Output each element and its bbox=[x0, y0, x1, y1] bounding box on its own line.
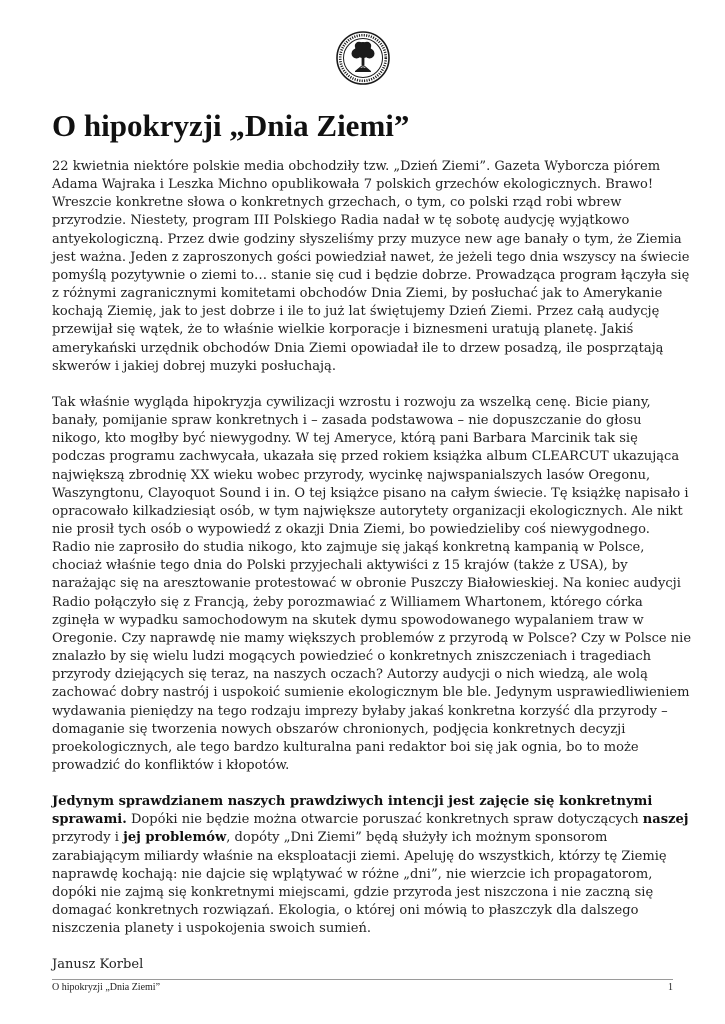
footer-page-number: 1 bbox=[668, 982, 673, 993]
bold-jej-problemow: jej problemów bbox=[123, 830, 227, 846]
tree-seal-icon bbox=[336, 31, 390, 85]
paragraph-appeal bbox=[52, 793, 692, 938]
paragraph-hypocrisy: Tak właśnie wygląda hipokryzja cywilizacji wzrostu i rozwoju za wszelką cenę. Bicie piany, banały, pomijanie spraw konkretnych i – zasada podstawowa – nie dopuszczanie do głosu nikogo, kto mogłby być niewygodny. W tej Ameryce, którą pani Barbara Marcinik tak się podczas programu zachwycała, ukazała się przed rokiem książka album CLEARCUT ukazująca największą zbrodnię XX wieku wobec przyrody, wycinkę najwspanialszych lasów Oregonu, Waszyngtonu, Clayoquot Sound i in. O tej książce pisano na całym świecie. Tę książkę napisało i opracowało kilkadziesiąt osób, w tym największe autorytety organizacji ekologicznych. Ale nikt nie prosił tych osób o wypowiedź z okazji Dnia Ziemi, bo powiedzieliby coś niewygodnego. Radio nie zaprosiło do studia nikogo, kto zajmuje się jakąś konkretną kampanią w Polsce, chociaż właśnie tego dnia do Polski przyjechali aktywiści z 15 krajów (także z USA), by narażając się na aresztowanie protestować w obronie Puszczy Białowieskiej. Na koniec audycji Radio połączyło się z Francją, żeby porozmawiać z Williamem Whartonem, którego córka zginęła w wypadku samochodowym na skutek dymu spowodowanego wypalaniem traw w Oregonie. Czy naprawdę nie mamy większych problemów z przyrodą w Polsce? Czy w Polsce nie znalazło by się wielu ludzi mogących powiedzieć o konkretnych zniszczeniach i tragediach przyrody dziejących się teraz, na naszych oczach? Autorzy audycji o nich wiedzą, ale wolą zachować dobry nastrój i uspokoić sumienie ekologicznym ble ble. Jedynym usprawiedliwieniem wydawania pieniędzy na tego rodzaju imprezy byłaby jakaś konkretna korzyść dla przyrody – domaganie się tworzenia nowych obszarów chronionych, podjęcia konkretnych decyzji proekologicznych, ale tego bardzo kulturalna pani redaktor boi się jak ognia, bo to może prowadzić do konfliktów i kłopotów. bbox=[52, 394, 692, 773]
paragraph-intro: 22 kwietnia niektóre polskie media obchodziły tzw. „Dzień Ziemi”. Gazeta Wyborcza piórem Adama Wajraka i Leszka Michno opublikowała 7 polskich grzechów ekologicznych. Brawo! Wreszcie konkretne słowa o konkretnych grzechach, o tym, co polski rząd robi wbrew przyrodzie. Niestety, program III Polskiego Radia nadał w tę sobotę audycję wyjątkowo antyekologiczną. Przez dwie godziny słyszeliśmy przy muzyce new age banały o tym, że Ziemia jest ważna. Jeden z zaproszonych gości powiedział nawet, że jeżeli tego dnia wszyscy na świecie pomyślą pozytywnie o ziemi to… stanie się cud i będzie dobrze. Prowadząca program łączyła się z różnymi zagranicznymi komitetami obchodów Dnia Ziemi, by posłuchać jak to Amerykanie kochają Ziemię, jak to jest dobrze i ile to już lat świętujemy Dzień Ziemi. Przez całą audycję przewijał się wątek, że to właśnie wielkie korporacje i biznesmeni uratują planetę. Jakiś amerykański urzędnik obchodów Dnia Ziemi opowiadał ile to drzew posadzą, ile posprzątają skwerów i jakiej dobrej muzyki posłuchają. bbox=[52, 159, 690, 374]
author-signature: Janusz Korbel bbox=[52, 957, 144, 973]
article-body bbox=[52, 158, 692, 993]
appeal-text-3: , dopóty „Dni Ziemi” będą służyły ich możnym sponsorom zarabiającym miliardy właśnie na eksploatacji ziemi. Apeluję do wszystkich, którzy tę Ziemię naprawdę kochają: nie dajcie się wplątywać w różne „dni”, nie wierzcie ich propagatorom, dopóki nie zajmą się konkretnymi miejscami, gdzie przyroda jest niszczona i nie zaczną się domagać konkretnych rozwiązań. Ekologia, o której oni mówią to płaszczyk dla dalszego niszczenia planety i uspokojenia swoich sumień. bbox=[52, 830, 667, 937]
page-title: O hipokryzji „Dnia Ziemi” bbox=[52, 108, 410, 143]
appeal-text-2: przyrody i bbox=[52, 830, 124, 846]
appeal-text-1: Dopóki nie będzie można otwarcie poruszać konkretnych spraw dotyczących bbox=[126, 812, 643, 828]
bold-naszej: naszej bbox=[642, 812, 689, 828]
footer-divider bbox=[52, 979, 673, 980]
footer-title: O hipokryzji „Dnia Ziemi” bbox=[52, 982, 161, 993]
bold-thesis: Jedynym sprawdzianem naszych prawdziwych intencji jest zajęcie się konkretnymi sprawami. bbox=[52, 794, 653, 828]
